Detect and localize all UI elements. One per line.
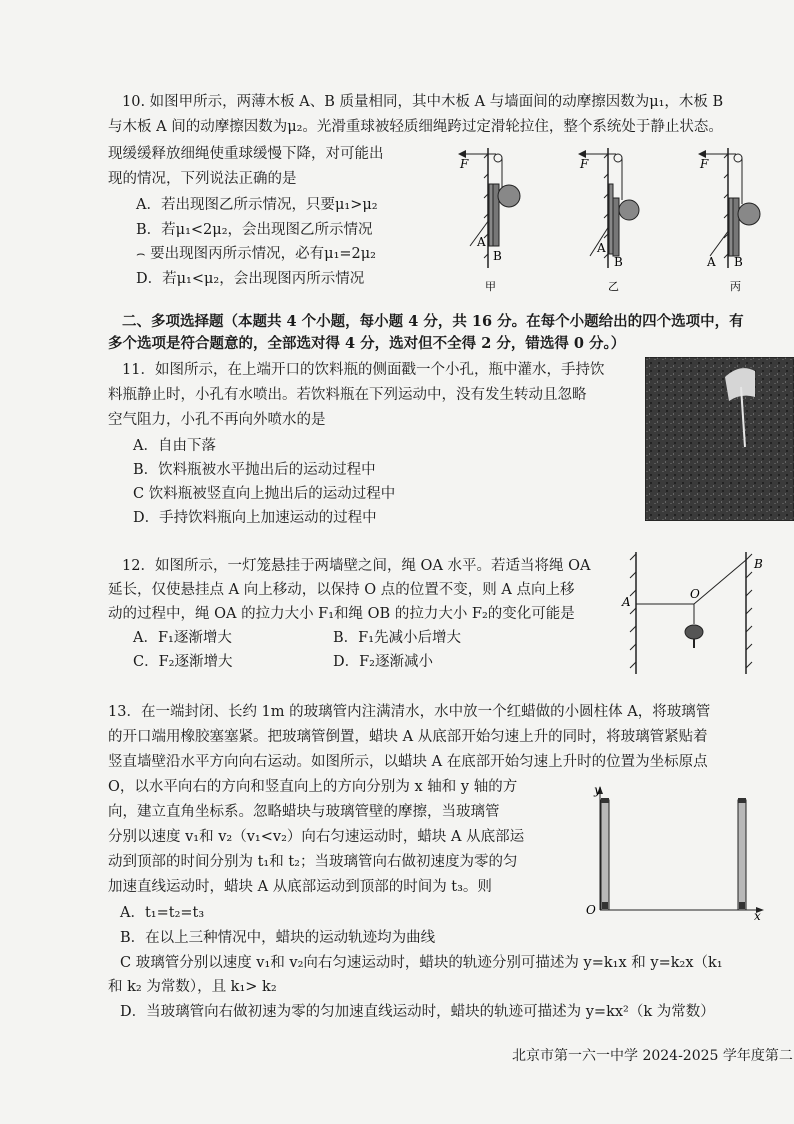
q11-option-a: A．自由下落 <box>133 438 216 454</box>
q12-line-1: 12．如图所示，一灯笼悬挂于两墙壁之间，绳 OA 水平。若适当将绳 OA <box>122 558 591 574</box>
lantern <box>685 625 703 639</box>
section2-line-2: 多个选项是符合题意的，全部选对得 4 分，选对但不全得 2 分，错选得 0 分。） <box>108 335 626 352</box>
q11-photo <box>645 357 794 521</box>
q13-option-c-line-1: C 玻璃管分别以速度 v₁和 v₂向右匀速运动时，蜡块的轨迹分别可描述为 y=k₁x 和 y=k₂x（k₁ <box>120 955 723 971</box>
q10-panel-yi <box>578 148 639 293</box>
q10-option-d: D．若μ₁<μ₂，会出现图丙所示情况 <box>136 271 365 287</box>
q13-line-2: 的开口端用橡胶塞塞紧。把玻璃管倒置，蜡块 A 从底部开始匀速上升的同时，将玻璃管紧贴着 <box>108 729 708 745</box>
glass-tube-left <box>601 800 609 910</box>
q13-line-6: 分别以速度 v₁和 v₂（v₁<v₂）向右匀速运动时，蜡块 A 从底部运 <box>108 829 525 845</box>
q10-line-3: 现缓缓释放细绳使重球缓慢下降，对可能出 <box>108 146 384 162</box>
q13-label-y: y <box>594 783 601 797</box>
q13-line-7: 动到顶部的时间分别为 t₁和 t₂；当玻璃管向右做初速度为零的匀 <box>108 854 518 870</box>
q13-option-b: B．在以上三种情况中，蜡块的运动轨迹均为曲线 <box>120 930 436 946</box>
q10-panel-bing <box>698 148 760 293</box>
q13-line-4: O，以水平向右的方向和竖直向上的方向分别为 x 轴和 y 轴的方 <box>108 779 518 795</box>
q12-label-o: O <box>690 587 700 601</box>
q10-caption-jia: 甲 <box>485 280 496 293</box>
q10-figure <box>440 138 790 298</box>
q13-label-x: x <box>754 909 761 922</box>
q10-label-a-1: A <box>477 235 486 249</box>
q10-line-4: 现的情况，下列说法正确的是 <box>108 171 297 187</box>
q10-label-a-3: A <box>707 255 716 269</box>
page-footer: 北京市第一六一中学 2024-2025 学年度第二 <box>512 1048 793 1064</box>
q11-option-b: B．饮料瓶被水平抛出后的运动过程中 <box>133 462 376 478</box>
q13-option-a: A．t₁=t₂=t₃ <box>120 905 205 921</box>
q12-label-a: A <box>622 595 631 609</box>
q12-line-2: 延长，仅使悬挂点 A 向上移动，以保持 O 点的位置不变，则 A 点向上移 <box>108 582 575 598</box>
q10-option-c: ⌢ 要出现图丙所示情况，必有μ₁=2μ₂ <box>136 246 376 262</box>
q10-caption-yi: 乙 <box>608 280 619 293</box>
rope-ob <box>694 560 746 604</box>
q12-option-c: C．F₂逐渐增大 <box>133 654 233 670</box>
q12-option-a: A．F₁逐渐增大 <box>133 630 232 646</box>
q10-force-label-3: F <box>700 157 709 171</box>
q11-option-d: D．手持饮料瓶向上加速运动的过程中 <box>133 510 377 526</box>
glass-tube-right <box>738 800 746 910</box>
q10-line-1: 10. 如图甲所示，两薄木板 A、B 质量相同，其中木板 A 与墙面间的动摩擦因数为μ₁，木板 B <box>122 94 724 110</box>
q10-label-b-1: B <box>493 249 502 263</box>
section2-line-1: 二、多项选择题（本题共 4 个小题，每小题 4 分，共 16 分。在每个小题给出的四个选项中，有 <box>122 313 744 330</box>
q12-option-b: B．F₁先减小后增大 <box>333 630 462 646</box>
q13-line-1: 13．在一端封闭、长约 1m 的玻璃管内注满清水，水中放一个红蜡做的小圆柱体 A，将玻璃管 <box>108 704 711 720</box>
q10-label-b-2: B <box>614 255 623 269</box>
q11-line-2: 料瓶静止时，小孔有水喷出。若饮料瓶在下列运动中，没有发生转动且忽略 <box>108 387 587 403</box>
q10-label-a-2: A <box>597 241 606 255</box>
q10-force-label-2: F <box>580 157 589 171</box>
wax-block-left <box>602 902 608 909</box>
q12-figure <box>618 548 794 678</box>
q10-panel-jia <box>458 148 520 293</box>
q13-line-5: 向，建立直角坐标系。忽略蜡块与玻璃管壁的摩擦，当玻璃管 <box>108 804 500 820</box>
q13-label-o: O <box>586 903 596 917</box>
q13-line-3: 竖直墙壁沿水平方向向右运动。如图所示，以蜡块 A 在底部开始匀速上升时的位置为坐标原点 <box>108 754 708 770</box>
q13-figure <box>574 782 774 922</box>
q12-line-3: 动的过程中，绳 OA 的拉力大小 F₁和绳 OB 的拉力大小 F₂的变化可能是 <box>108 606 575 622</box>
q10-line-2: 与木板 A 间的动摩擦因数为μ₂。光滑重球被轻质细绳跨过定滑轮拉住，整个系统处于静止状态。 <box>108 119 723 135</box>
q11-option-c: C 饮料瓶被竖直向上抛出后的运动过程中 <box>133 486 396 502</box>
q10-option-a: A．若出现图乙所示情况，只要μ₁>μ₂ <box>136 197 378 213</box>
wax-block-right <box>739 902 745 909</box>
q12-label-b: B <box>754 557 763 571</box>
q10-option-b: B．若μ₁<2μ₂，会出现图乙所示情况 <box>136 222 373 238</box>
q13-option-c-line-2: 和 k₂ 为常数），且 k₁> k₂ <box>108 979 277 995</box>
q10-force-label-1: F <box>460 157 469 171</box>
q11-line-1: 11．如图所示，在上端开口的饮料瓶的侧面戳一个小孔，瓶中灌水，手持饮 <box>122 362 605 378</box>
q12-option-d: D．F₂逐渐减小 <box>333 654 433 670</box>
q10-caption-bing: 丙 <box>730 280 741 293</box>
q13-option-d: D．当玻璃管向右做初速为零的匀加速直线运动时，蜡块的轨迹可描述为 y=kx²（k 为常数） <box>120 1004 715 1020</box>
q13-line-8: 加速直线运动时，蜡块 A 从底部运动到顶部的时间为 t₃。则 <box>108 879 492 895</box>
q10-label-b-3: B <box>734 255 743 269</box>
q11-line-3: 空气阻力，小孔不再向外喷水的是 <box>108 412 326 428</box>
